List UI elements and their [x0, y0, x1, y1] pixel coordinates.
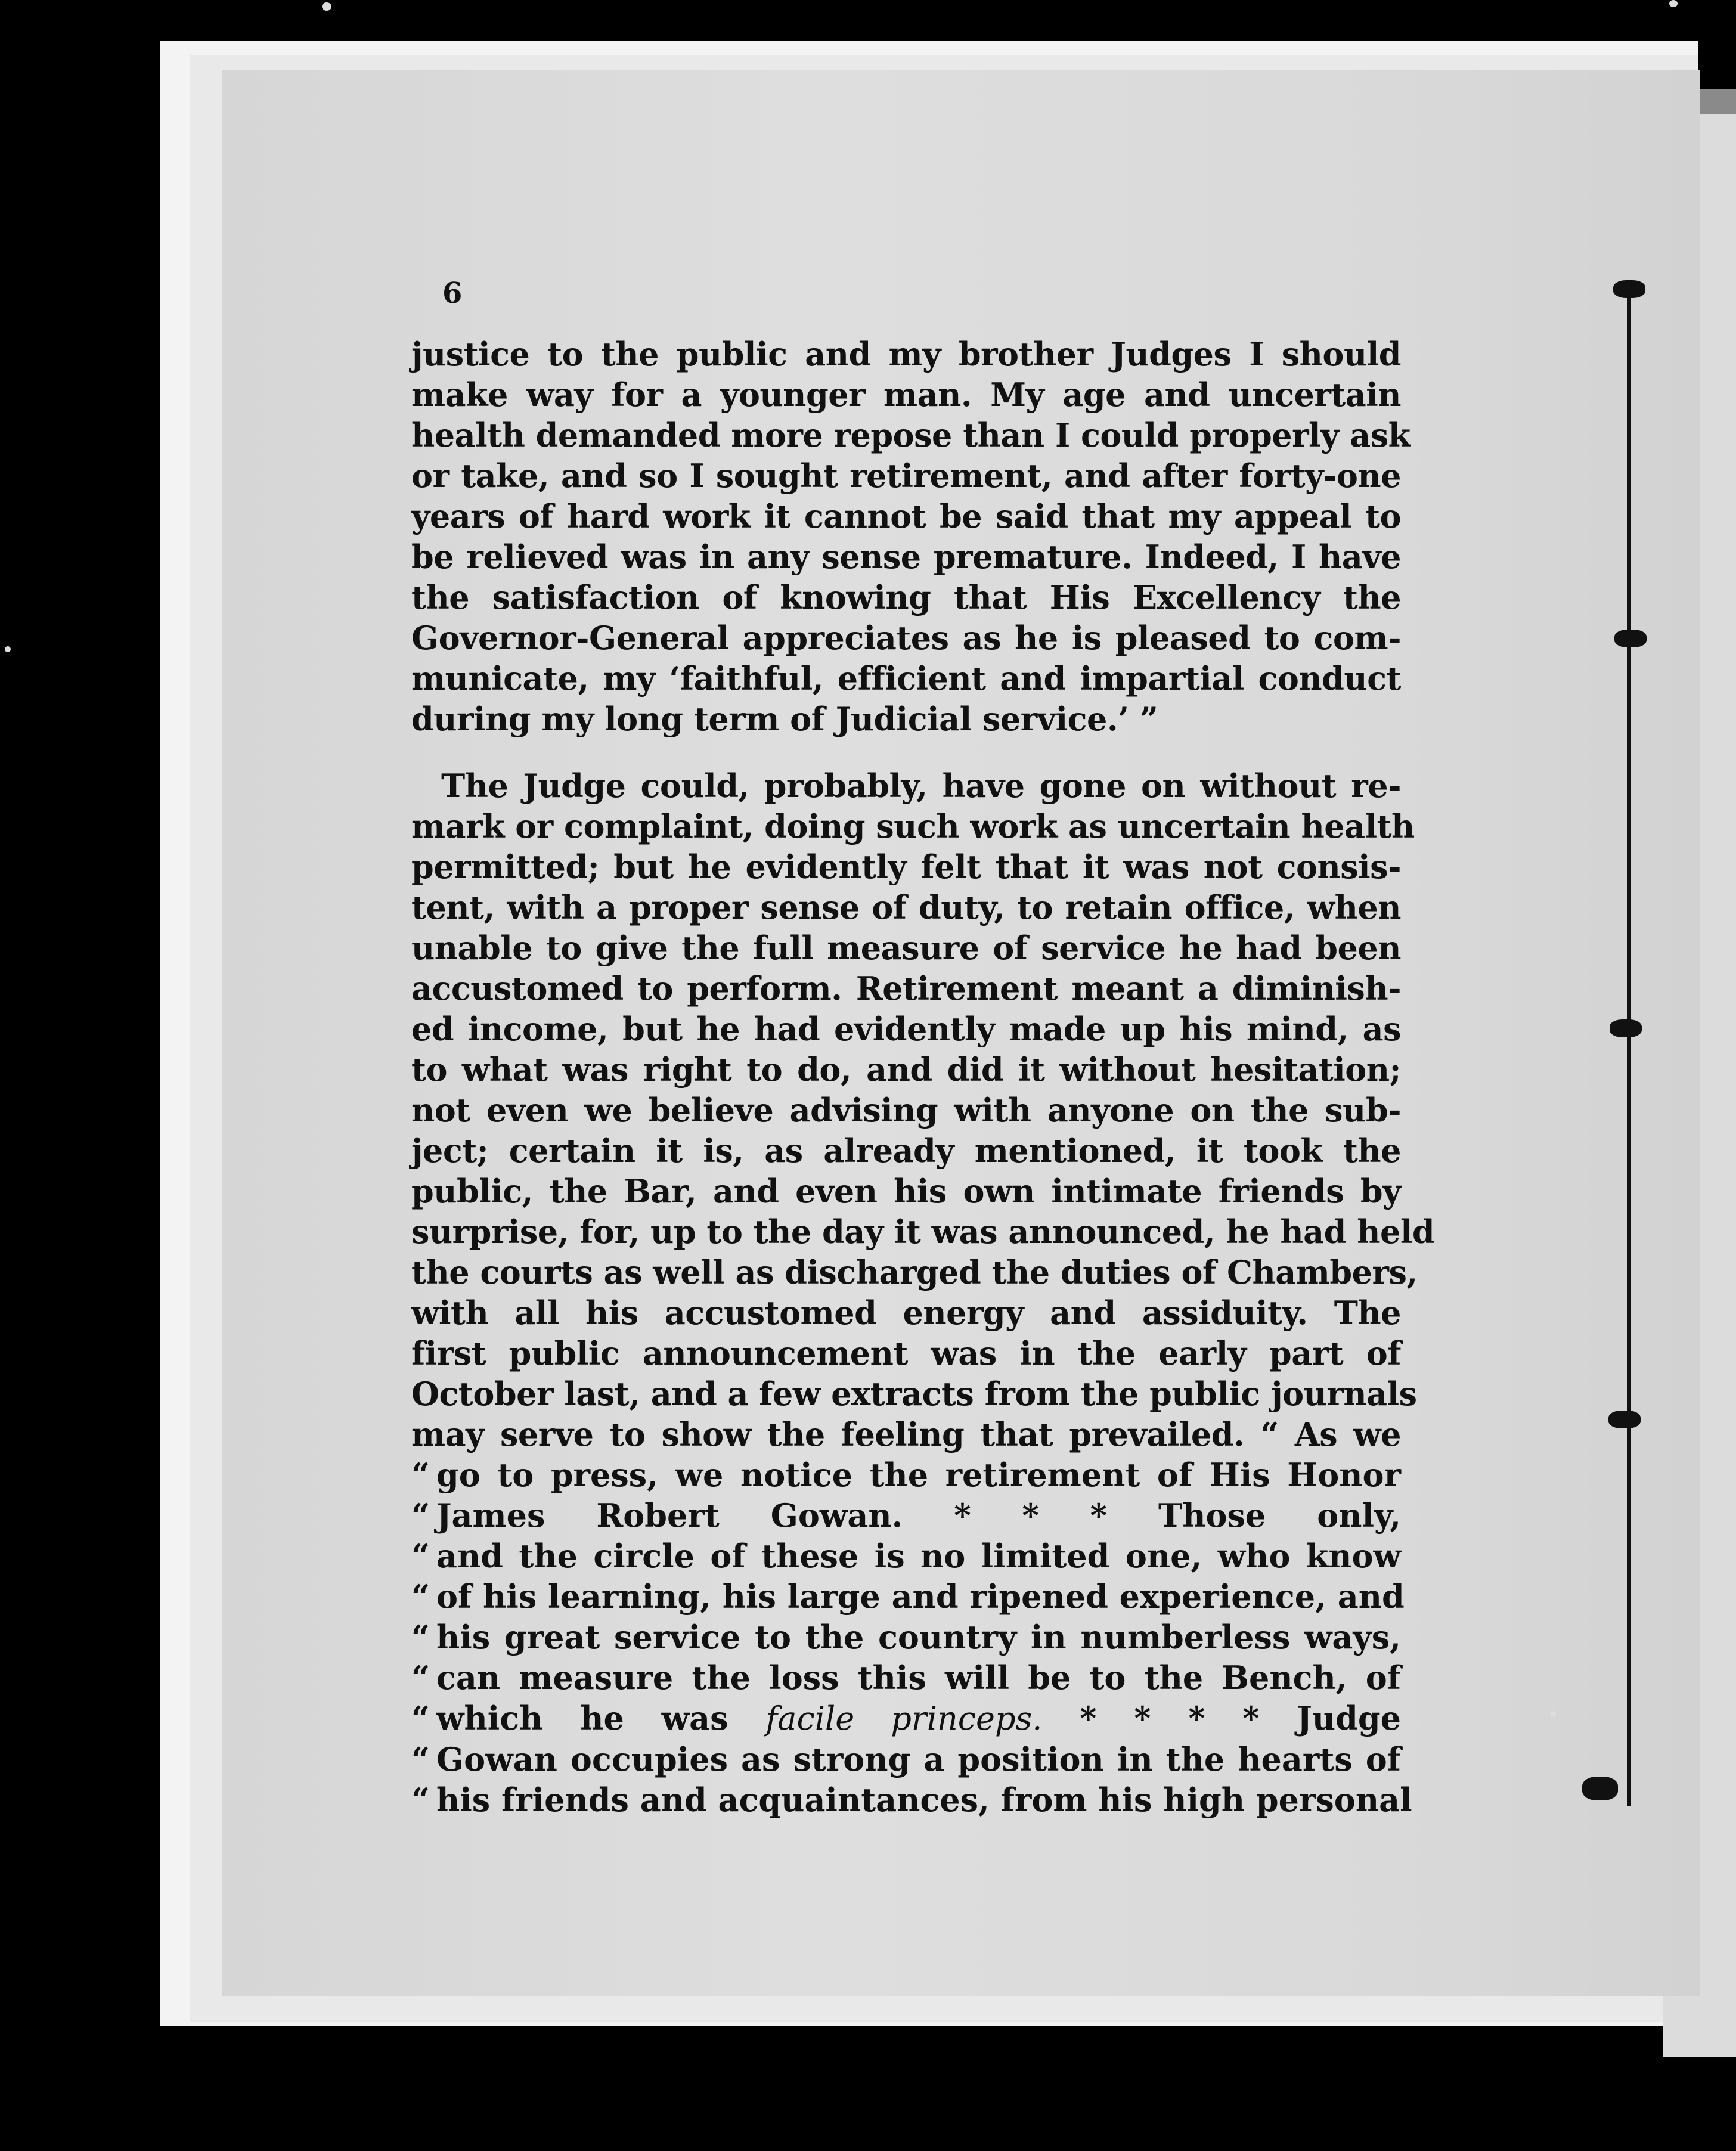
quote-line: [411, 1536, 1401, 1576]
text-line: mark or complaint, doing such work as uncertain health: [411, 807, 1415, 845]
binding-knot: [1613, 280, 1645, 298]
text-line: or take, and so I sought retirement, and after forty-one: [411, 457, 1401, 495]
quote-mark: “: [411, 1496, 430, 1535]
quote-line: [411, 1576, 1405, 1617]
quote-text-pre: which he was: [436, 1699, 766, 1737]
text-line: ject; certain it is, as already mentioned, it took the: [411, 1132, 1401, 1170]
paragraph-gap: [411, 739, 1401, 765]
paragraph-2: [411, 765, 1435, 1455]
text-line: the courts as well as discharged the duties of Chambers,: [411, 1253, 1418, 1291]
binding-thread: [1628, 292, 1631, 1806]
text-line: health demanded more repose than I could properly ask: [411, 416, 1410, 454]
quote-line: [411, 1739, 1401, 1780]
quote-line: [411, 1698, 1401, 1739]
quote-text: of his learning, his large and ripened experience, and: [436, 1577, 1405, 1616]
quote-mark: “: [411, 1781, 430, 1819]
text-line: may serve to show the feeling that prevailed. “ As we: [411, 1415, 1401, 1453]
quote-line: [411, 1455, 1401, 1495]
text-line: public, the Bar, and even his own intimate friends by: [411, 1172, 1401, 1210]
text-line: first public announcement was in the early part of: [411, 1334, 1401, 1372]
dust-speck: [1669, 0, 1678, 7]
body-text: [411, 334, 1435, 1820]
quote-line: [411, 1495, 1401, 1536]
quote-text: can measure the loss this will be to the Bench, of: [436, 1659, 1401, 1697]
quote-mark: “: [411, 1740, 430, 1778]
text-line: make way for a younger man. My age and uncertain: [411, 376, 1401, 414]
quote-text: and the circle of these is no limited one, who know: [436, 1537, 1401, 1575]
quote-mark: “: [411, 1456, 430, 1494]
quote-mark: “: [411, 1699, 430, 1737]
quote-text: James Robert Gowan. * * * Those only,: [436, 1496, 1401, 1535]
quote-line: [411, 1657, 1401, 1698]
text-line: Governor-General appreciates as he is pleased to com-: [411, 619, 1401, 657]
binding-knot: [1582, 1777, 1618, 1800]
text-line: the satisfaction of knowing that His Excellency the: [411, 578, 1401, 616]
text-line: The Judge could, probably, have gone on without re-: [441, 767, 1401, 805]
quote-text: his great service to the country in numberless ways,: [436, 1618, 1401, 1656]
dust-speck: [322, 2, 331, 11]
text-line: be relieved was in any sense premature. Indeed, I have: [411, 538, 1401, 576]
text-line: during my long term of Judicial service.’ ”: [411, 700, 1158, 738]
dust-speck: [1550, 1711, 1556, 1717]
text-line: with all his accustomed energy and assiduity. The: [411, 1294, 1401, 1332]
quote-text: his friends and acquaintances, from his high personal: [436, 1781, 1412, 1819]
text-line: October last, and a few extracts from the public journals: [411, 1375, 1417, 1413]
quote-line: [411, 1617, 1401, 1657]
quote-text-post: * * * * Judge: [1042, 1699, 1401, 1737]
dust-speck: [5, 646, 11, 652]
binding-knot: [1610, 1019, 1642, 1037]
latin-phrase: facile princeps.: [765, 1700, 1043, 1737]
text-line: to what was right to do, and did it without hesitation;: [411, 1050, 1401, 1089]
quote-mark: “: [411, 1659, 430, 1697]
text-line: permitted; but he evidently felt that it was not consis-: [411, 848, 1401, 886]
quote-mark: “: [411, 1618, 430, 1656]
quote-mark: “: [411, 1577, 430, 1616]
paragraph-1: [411, 334, 1410, 739]
quote-text: go to press, we notice the retirement of His Honor: [436, 1456, 1401, 1494]
text-line: accustomed to perform. Retirement meant a diminish-: [411, 969, 1401, 1008]
quote-mark: “: [411, 1537, 430, 1575]
page-number: 6: [442, 277, 463, 310]
text-line: tent, with a proper sense of duty, to retain office, when: [411, 888, 1401, 926]
text-line: municate, my ‘faithful, efficient and impartial conduct: [411, 659, 1401, 698]
binding-knot: [1608, 1411, 1641, 1428]
text-line: unable to give the full measure of service he had been: [411, 929, 1401, 967]
text-line: ed income, but he had evidently made up his mind, as: [411, 1010, 1401, 1048]
quote-text: [436, 1698, 1401, 1739]
quote-text: Gowan occupies as strong a position in the hearts of: [436, 1740, 1401, 1778]
text-line: not even we believe advising with anyone on the sub-: [411, 1091, 1401, 1129]
quote-line: [411, 1780, 1412, 1820]
text-line: surprise, for, up to the day it was announced, he had held: [411, 1213, 1435, 1251]
text-line: years of hard work it cannot be said that my appeal to: [411, 497, 1401, 535]
text-line: justice to the public and my brother Judges I should: [411, 335, 1401, 373]
binding-knot: [1614, 630, 1647, 647]
newspaper-quote: [411, 1455, 1412, 1820]
